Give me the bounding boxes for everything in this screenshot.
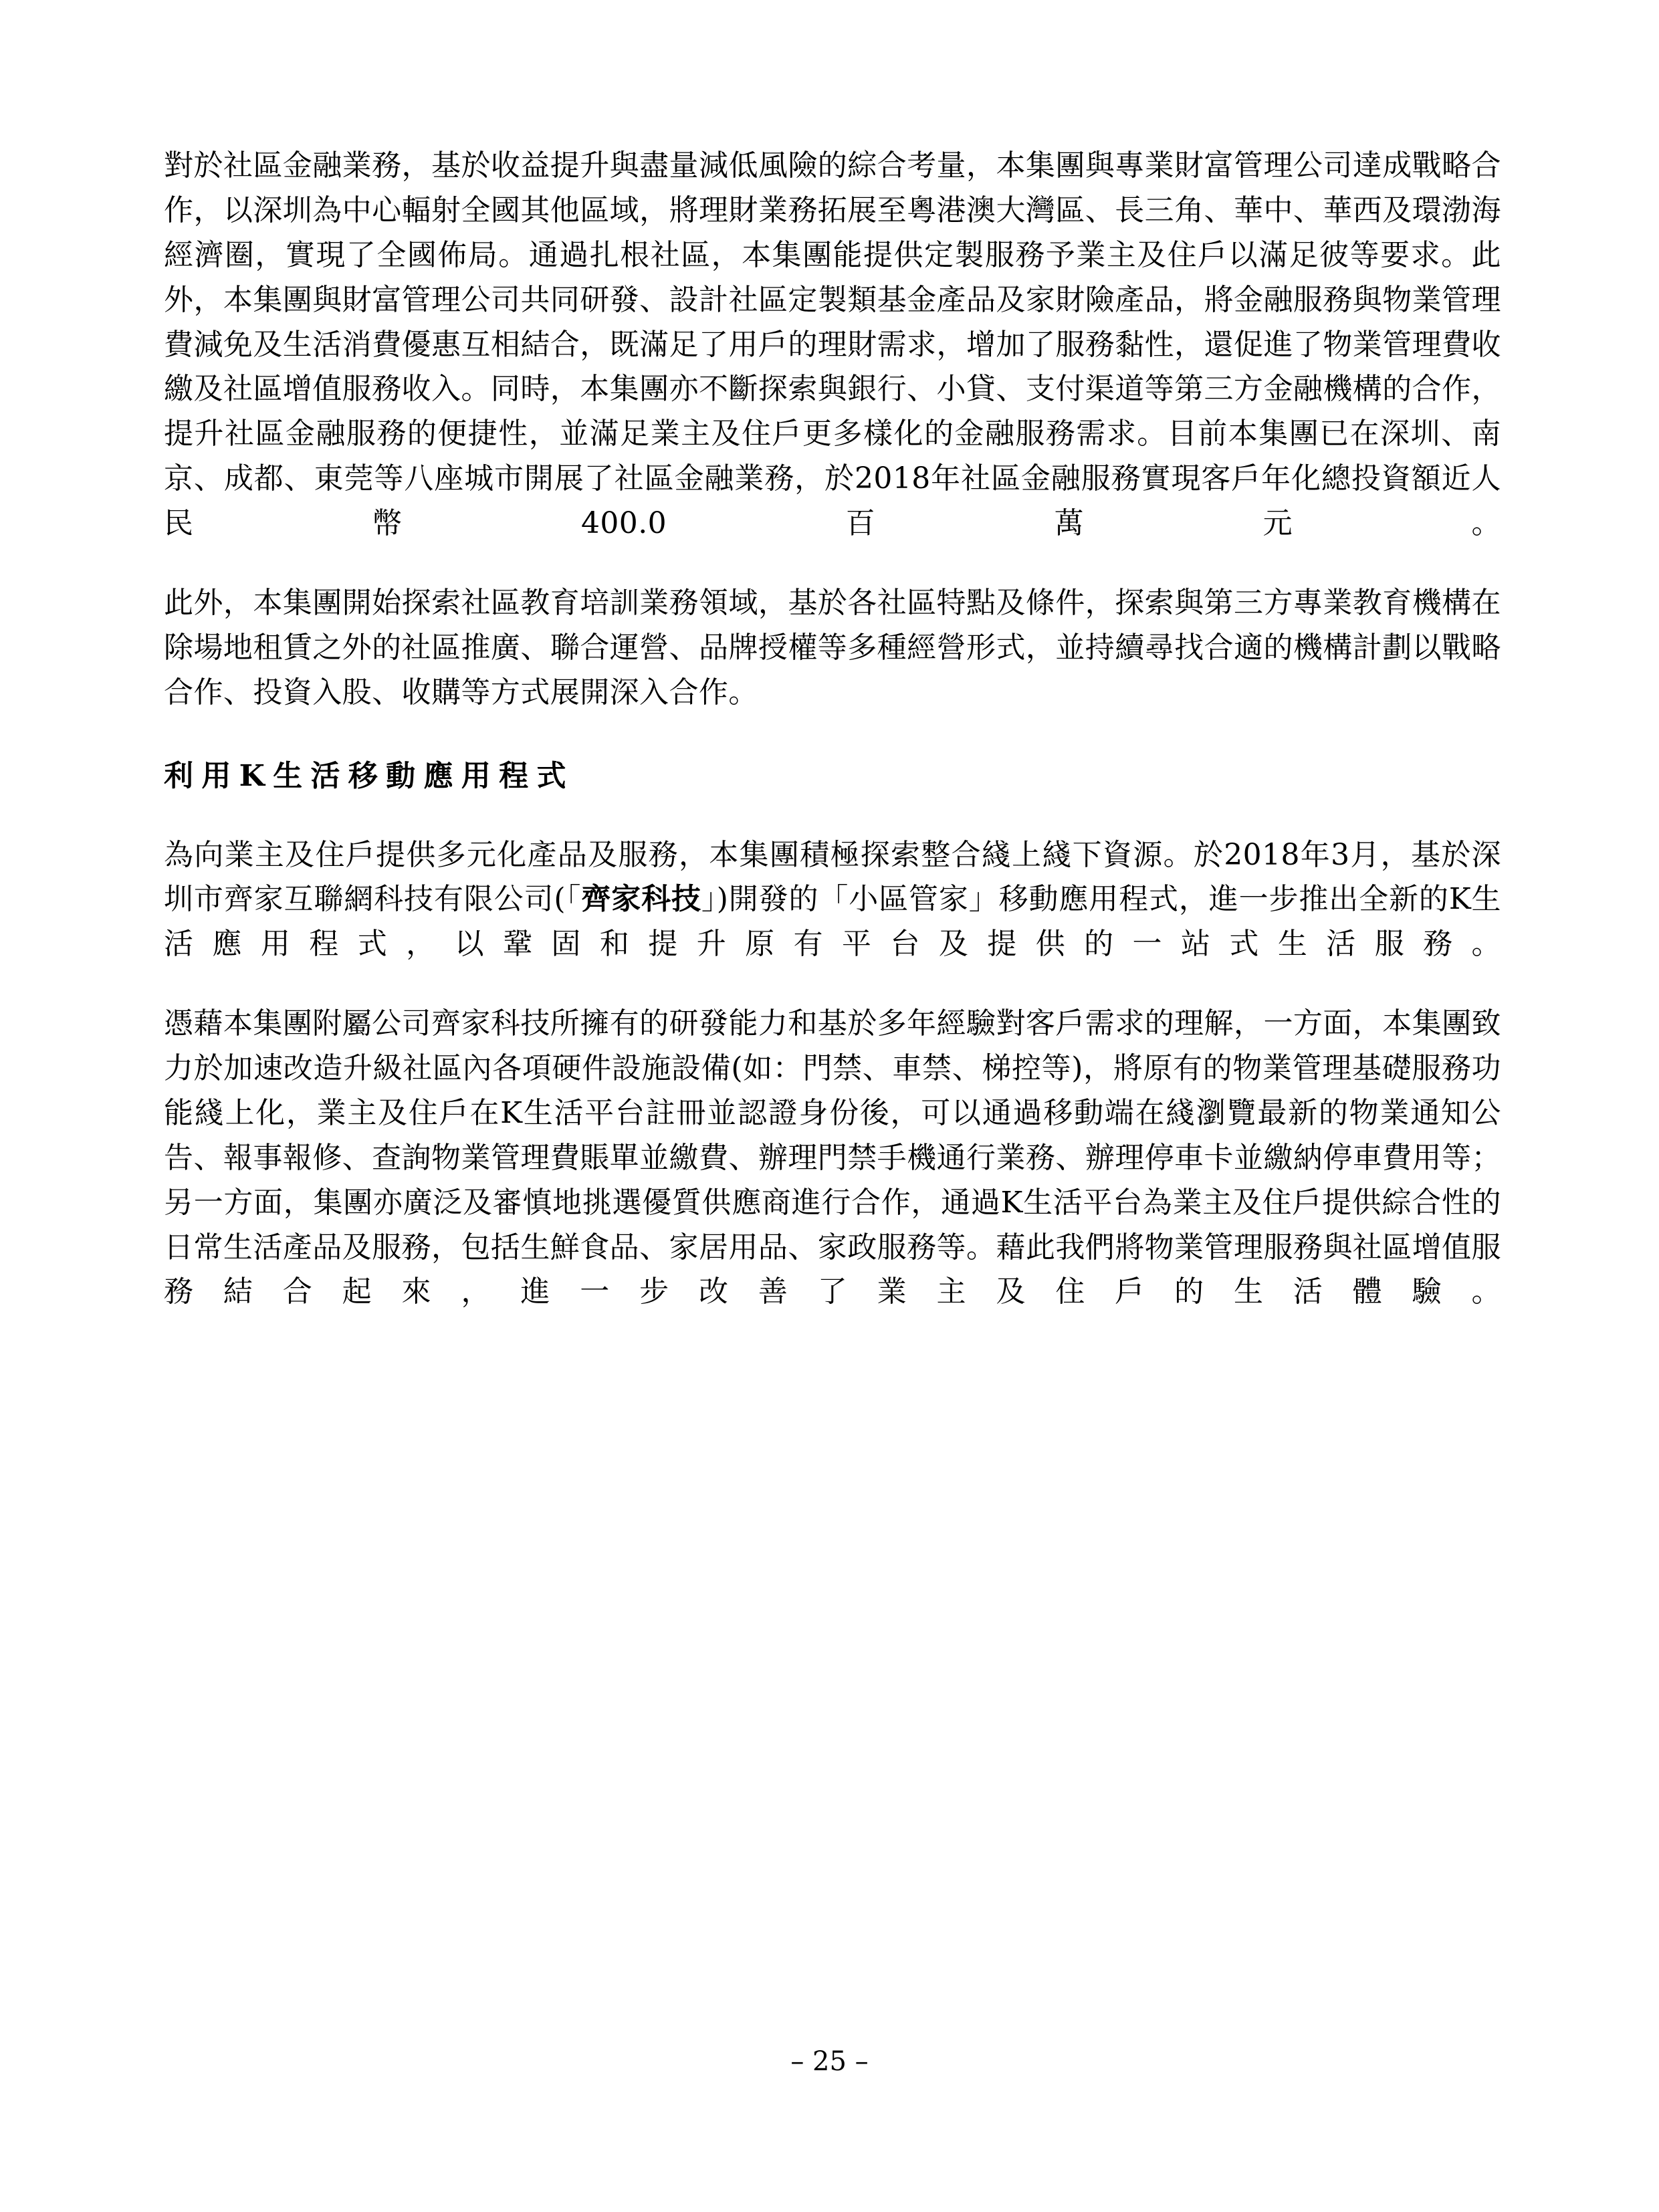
paragraph-k-life-intro bbox=[164, 833, 1501, 968]
paragraph-spacer bbox=[164, 546, 1501, 581]
paragraph-community-finance: 對於社區金融業務，基於收益提升與盡量減低風險的綜合考量，本集團與專業財富管理公司達成戰略合作，以深圳為中心輻射全國其他區域，將理財業務拓展至粵港澳大灣區、長三角、華中、華西及環渤海經濟圈，實現了全國佈局。通過扎根社區，本集團能提供定製服務予業主及住戶以滿足彼等要求。此外，本集團與財富管理公司共同研發、設計社區定製類基金產品及家財險產品，將金融服務與物業管理費減免及生活消費優惠互相結合，既滿足了用戶的理財需求，增加了服務黏性，還促進了物業管理費收繳及社區增值服務收入。同時，本集團亦不斷探索與銀行、小貸、支付渠道等第三方金融機構的合作，提升社區金融服務的便捷性，並滿足業主及住戶更多樣化的金融服務需求。目前本集團已在深圳、南京、成都、東莞等八座城市開展了社區金融業務，於2018年社區金融服務實現客戶年化總投資額近人民幣400.0百萬元。 bbox=[164, 148, 1501, 540]
k-life-intro-segment-1: 為向業主及住戶提供多元化產品及服務，本集團積極探索整合綫上綫下資源。於2018年3月，基於深圳市齊家互聯網科技有限公司(「 bbox=[164, 837, 1501, 917]
page-number: – 25 – bbox=[790, 2046, 869, 2077]
page-content bbox=[164, 144, 1501, 1315]
heading-spacer-after bbox=[164, 798, 1501, 833]
paragraph-spacer-2 bbox=[164, 967, 1501, 1002]
heading-spacer-before bbox=[164, 715, 1501, 754]
k-life-intro-segment-3: 」)開發的「小區管家」移動應用程式，進一步推出全新的K生活應用程式，以鞏固和提升原有平台及提供的一站式生活服務。 bbox=[164, 882, 1502, 962]
k-life-intro-segment-bold: 齊家科技 bbox=[581, 882, 701, 917]
paragraph-community-education: 此外，本集團開始探索社區教育培訓業務領域，基於各社區特點及條件，探索與第三方專業教育機構在除場地租賃之外的社區推廣、聯合運營、品牌授權等多種經營形式，並持續尋找合適的機構計劃以戰略合作、投資入股、收購等方式展開深入合作。 bbox=[164, 585, 1501, 709]
section-heading: 利用K生活移動應用程式 bbox=[164, 758, 574, 793]
paragraph-k-life-detail: 憑藉本集團附屬公司齊家科技所擁有的研發能力和基於多年經驗對客戶需求的理解，一方面，本集團致力於加速改造升級社區內各項硬件設施設備(如：門禁、車禁、梯控等)，將原有的物業管理基礎服務功能綫上化，業主及住戶在K生活平台註冊並認證身份後，可以通過移動端在綫瀏覽最新的物業通知公告、報事報修、查詢物業管理費賬單並繳費、辦理門禁手機通行業務、辦理停車卡並繳納停車費用等；另一方面，集團亦廣泛及審慎地挑選優質供應商進行合作，通過K生活平台為業主及住戶提供綜合性的日常生活產品及服務，包括生鮮食品、家居用品、家政服務等。藉此我們將物業管理服務與社區增值服務結合起來，進一步改善了業主及住戶的生活體驗。 bbox=[164, 1006, 1501, 1309]
